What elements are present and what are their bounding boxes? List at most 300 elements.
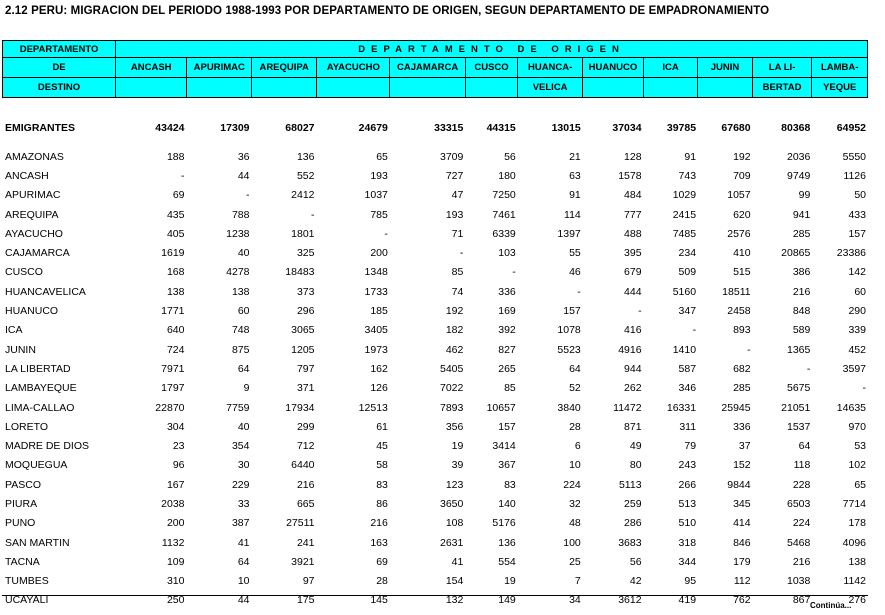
table-cell: 193 — [370, 169, 388, 182]
table-cell: 69 — [172, 189, 185, 202]
table-cell: 356 — [445, 420, 464, 433]
table-cell: 3921 — [291, 555, 315, 568]
table-cell: 5523 — [557, 343, 581, 356]
table-cell: 3405 — [364, 324, 388, 337]
table-cell: 3650 — [440, 497, 464, 510]
table-cell: 109 — [166, 555, 185, 568]
table-cell: 788 — [231, 208, 250, 221]
table-cell: 64 — [237, 555, 250, 568]
destination-name: HUANCAVELICA — [5, 285, 86, 298]
table-cell: 152 — [733, 459, 751, 472]
table-cell: 1029 — [672, 189, 697, 202]
table-cell: 4278 — [226, 266, 250, 279]
table-cell: 513 — [678, 497, 697, 510]
table-cell: 42 — [629, 575, 642, 588]
table-row — [2, 147, 868, 166]
table-row — [2, 340, 868, 359]
table-cell: 286 — [624, 517, 642, 530]
table-cell: 373 — [296, 285, 315, 298]
emigrantes-value: 33315 — [434, 121, 464, 134]
emigrantes-label: EMIGRANTES — [5, 121, 76, 134]
table-cell: 27511 — [286, 517, 315, 530]
destination-name: ANCASH — [5, 169, 49, 182]
table-cell: 2036 — [786, 150, 811, 163]
origin-col-header: HUANUCO — [583, 58, 644, 78]
table-cell: 50 — [854, 189, 866, 202]
table-cell: 175 — [296, 594, 315, 607]
table-cell: 462 — [445, 343, 464, 356]
table-cell: 61 — [376, 420, 388, 433]
table-cell: 682 — [733, 362, 751, 375]
table-cell: 224 — [563, 478, 581, 491]
table-cell: 970 — [848, 420, 866, 433]
table-cell: 102 — [848, 459, 866, 472]
table-cell: 138 — [231, 285, 250, 298]
destination-name: MOQUEGUA — [5, 459, 68, 472]
table-cell: 589 — [792, 324, 811, 337]
table-cell: 179 — [733, 555, 751, 568]
table-cell: 1973 — [364, 343, 388, 356]
origin-col-header: CUSCO — [465, 58, 517, 78]
table-cell: 1801 — [291, 227, 315, 240]
table-row — [2, 591, 868, 610]
table-cell: 178 — [848, 517, 866, 530]
table-cell: 64 — [237, 362, 250, 375]
table-cell: 65 — [376, 150, 388, 163]
table-cell: 91 — [684, 150, 697, 163]
table-cell: 56 — [504, 150, 516, 163]
table-cell: 39 — [451, 459, 464, 472]
table-cell: 140 — [498, 497, 516, 510]
table-cell: 41 — [237, 536, 250, 549]
table-cell: 452 — [848, 343, 866, 356]
table-cell: 386 — [792, 266, 811, 279]
table-cell: 91 — [569, 189, 581, 202]
table-cell: 848 — [792, 305, 811, 318]
table-cell: 18511 — [722, 285, 751, 298]
table-cell: - — [862, 382, 866, 395]
table-row — [2, 186, 868, 205]
table-cell: 515 — [733, 266, 751, 279]
table-cell: 1142 — [843, 575, 866, 588]
table-cell: 40 — [237, 420, 250, 433]
destination-name: MADRE DE DIOS — [5, 440, 90, 453]
table-cell: 7 — [574, 575, 581, 588]
table-cell: 138 — [848, 555, 866, 568]
destination-name: CUSCO — [5, 266, 43, 279]
destination-name: LA LIBERTAD — [5, 362, 71, 375]
table-cell: 132 — [445, 594, 464, 607]
origin-col-header-line2 — [317, 78, 390, 98]
table-cell: 85 — [451, 266, 464, 279]
table-cell: 16331 — [666, 401, 697, 414]
table-cell: 7485 — [672, 227, 697, 240]
table-row — [2, 243, 868, 262]
table-cell: 112 — [733, 575, 751, 588]
table-cell: - — [806, 362, 811, 375]
table-cell: 32 — [569, 497, 581, 510]
table-row — [2, 514, 868, 533]
table-cell: 354 — [231, 440, 250, 453]
table-row — [2, 282, 868, 301]
table-cell: 2576 — [727, 227, 751, 240]
table-cell: 6339 — [492, 227, 516, 240]
emigrantes-value: 44315 — [486, 121, 516, 134]
table-cell: 1771 — [161, 305, 185, 318]
table-cell: 200 — [370, 247, 388, 260]
emigrantes-value: 13015 — [551, 121, 581, 134]
table-cell: 188 — [166, 150, 185, 163]
table-cell: 414 — [733, 517, 751, 530]
table-cell: 1397 — [557, 227, 581, 240]
table-cell: 1537 — [786, 420, 811, 433]
destination-name: APURIMAC — [5, 189, 61, 202]
table-row — [2, 417, 868, 436]
table-cell: 25 — [569, 555, 581, 568]
table-row — [2, 494, 868, 513]
table-cell: 7250 — [492, 189, 516, 202]
table-cell: 4916 — [618, 343, 642, 356]
table-cell: - — [384, 227, 388, 240]
table-cell: 5176 — [492, 517, 516, 530]
table-cell: 510 — [678, 517, 697, 530]
dest-header-line3: DESTINO — [3, 78, 116, 98]
table-cell: 10657 — [486, 401, 516, 414]
table-cell: 149 — [498, 594, 516, 607]
table-cell: 9749 — [786, 169, 811, 182]
table-row — [2, 533, 868, 552]
table-cell: 2415 — [672, 208, 697, 221]
table-cell: 867 — [792, 594, 811, 607]
table-cell: 265 — [498, 362, 516, 375]
destination-name: TUMBES — [5, 575, 49, 588]
table-cell: 944 — [624, 362, 642, 375]
table-cell: 241 — [296, 536, 315, 549]
destination-name: CAJAMARCA — [5, 247, 70, 260]
emigrantes-value: 64952 — [836, 121, 866, 134]
emigrantes-value: 39785 — [666, 121, 697, 134]
table-cell: 484 — [624, 189, 642, 202]
table-cell: 3612 — [618, 594, 642, 607]
table-cell: 163 — [370, 536, 388, 549]
origin-col-header: AYACUCHO — [317, 58, 390, 78]
table-cell: 182 — [445, 324, 464, 337]
table-cell: 4096 — [842, 536, 866, 549]
table-cell: 724 — [166, 343, 185, 356]
table-cell: 37 — [738, 440, 751, 453]
emigrantes-value: 80368 — [781, 121, 811, 134]
table-cell: 192 — [733, 150, 751, 163]
table-row — [2, 166, 868, 185]
table-cell: 1238 — [226, 227, 250, 240]
table-cell: 640 — [166, 324, 185, 337]
table-cell: 167 — [166, 478, 185, 491]
origin-col-header-line2: BERTAD — [752, 78, 812, 98]
table-cell: 416 — [624, 324, 642, 337]
table-cell: 60 — [854, 285, 866, 298]
table-cell: 7022 — [440, 382, 464, 395]
table-cell: - — [512, 266, 516, 279]
table-cell: 168 — [166, 266, 185, 279]
table-cell: 5675 — [786, 382, 811, 395]
table-cell: 871 — [624, 420, 642, 433]
origin-col-header: AREQUIPA — [252, 58, 317, 78]
table-cell: 1126 — [843, 169, 866, 182]
table-cell: 435 — [166, 208, 185, 221]
origin-col-header-line2 — [252, 78, 317, 98]
table-cell: 9844 — [727, 478, 751, 491]
table-cell: 22870 — [155, 401, 185, 414]
table-cell: 1078 — [557, 324, 581, 337]
table-cell: 157 — [563, 305, 581, 318]
table-cell: 2412 — [291, 189, 315, 202]
table-cell: 23 — [172, 440, 185, 453]
emigrantes-value: 68027 — [285, 121, 315, 134]
destination-name: AREQUIPA — [5, 208, 59, 221]
origin-col-header-line2 — [187, 78, 252, 98]
table-row — [2, 572, 868, 591]
table-cell: 7759 — [226, 401, 250, 414]
table-cell: 200 — [166, 517, 185, 530]
column-header — [2, 40, 868, 98]
origin-col-header-line2: YEQUE — [812, 78, 868, 98]
table-cell: 185 — [370, 305, 388, 318]
table-cell: 6 — [574, 440, 581, 453]
table-cell: 36 — [237, 150, 250, 163]
table-cell: 80 — [629, 459, 642, 472]
origin-group-header: DEPARTAMENTO DE ORIGEN — [116, 41, 868, 58]
emigrantes-value: 67680 — [721, 121, 751, 134]
table-cell: 266 — [678, 478, 697, 491]
emigrantes-value: 37034 — [612, 121, 642, 134]
table-cell: 371 — [296, 382, 315, 395]
table-cell: 18483 — [285, 266, 315, 279]
origin-col-header: LAMBA- — [812, 58, 868, 78]
origin-col-header-line2 — [390, 78, 465, 98]
table-cell: 14635 — [836, 401, 866, 414]
table-cell: 128 — [624, 150, 642, 163]
table-cell: 1038 — [786, 575, 811, 588]
table-cell: - — [747, 343, 751, 356]
table-cell: 21 — [569, 150, 581, 163]
table-cell: - — [459, 247, 464, 260]
table-cell: 250 — [166, 594, 185, 607]
table-cell: 17934 — [285, 401, 315, 414]
table-cell: 192 — [445, 305, 464, 318]
table-cell: 488 — [624, 227, 642, 240]
table-cell: 296 — [296, 305, 315, 318]
table-cell: 3709 — [440, 150, 464, 163]
migration-table — [2, 147, 868, 610]
destination-name: UCAYALI — [5, 594, 49, 607]
bottom-rule — [2, 595, 868, 596]
table-cell: 318 — [678, 536, 697, 549]
table-cell: 5113 — [618, 478, 642, 491]
table-cell: 33 — [237, 497, 250, 510]
destination-name: PUNO — [5, 517, 36, 530]
table-cell: 345 — [733, 497, 751, 510]
table-cell: 180 — [498, 169, 516, 182]
table-cell: 2458 — [727, 305, 751, 318]
table-cell: 509 — [678, 266, 697, 279]
table-cell: 554 — [498, 555, 516, 568]
table-row — [2, 475, 868, 494]
table-cell: 1037 — [364, 189, 388, 202]
table-cell: 1057 — [727, 189, 751, 202]
table-cell: 48 — [569, 517, 581, 530]
destination-name: LORETO — [5, 420, 48, 433]
table-cell: 20865 — [781, 247, 811, 260]
destination-name: LIMA-CALLAO — [5, 401, 75, 414]
table-cell: 228 — [792, 478, 811, 491]
origin-col-header: LA LI- — [752, 58, 812, 78]
table-cell: 311 — [679, 420, 697, 433]
table-cell: 19 — [451, 440, 464, 453]
table-cell: 347 — [678, 305, 697, 318]
table-cell: 1797 — [161, 382, 185, 395]
table-cell: 7971 — [161, 362, 185, 375]
table-cell: 7714 — [842, 497, 866, 510]
table-cell: 28 — [569, 420, 581, 433]
table-cell: 21051 — [781, 401, 811, 414]
emigrantes-value: 24679 — [358, 121, 388, 134]
table-cell: 875 — [231, 343, 250, 356]
table-cell: 49 — [629, 440, 642, 453]
origin-col-header: ICA — [643, 58, 697, 78]
destination-name: JUNIN — [5, 343, 36, 356]
table-cell: 95 — [684, 575, 697, 588]
table-cell: 367 — [498, 459, 516, 472]
table-cell: 216 — [792, 555, 811, 568]
table-cell: 6440 — [291, 459, 315, 472]
table-cell: 5468 — [786, 536, 811, 549]
table-cell: 157 — [498, 420, 516, 433]
table-cell: 136 — [498, 536, 516, 549]
table-cell: 60 — [237, 305, 250, 318]
emigrantes-row — [2, 118, 868, 137]
table-cell: 71 — [451, 227, 464, 240]
table-cell: 83 — [504, 478, 516, 491]
table-cell: 444 — [624, 285, 642, 298]
table-cell: 7461 — [492, 208, 516, 221]
table-row — [2, 379, 868, 398]
table-cell: 1619 — [161, 247, 185, 260]
table-cell: 86 — [376, 497, 388, 510]
table-cell: - — [638, 305, 642, 318]
table-cell: 827 — [498, 343, 516, 356]
table-cell: 34 — [569, 594, 581, 607]
table-cell: 216 — [792, 285, 811, 298]
table-cell: 748 — [231, 324, 250, 337]
table-cell: 5160 — [672, 285, 697, 298]
table-cell: 53 — [854, 440, 866, 453]
table-cell: 44 — [237, 594, 250, 607]
origin-col-header-line2 — [698, 78, 752, 98]
table-cell: 9 — [243, 382, 250, 395]
table-cell: 64 — [569, 362, 581, 375]
table-cell: 299 — [296, 420, 315, 433]
origin-col-header: JUNIN — [698, 58, 752, 78]
table-cell: 58 — [376, 459, 388, 472]
origin-col-header-line2: VELICA — [518, 78, 583, 98]
table-cell: 3414 — [492, 440, 516, 453]
table-cell: 419 — [678, 594, 697, 607]
table-cell: 243 — [678, 459, 697, 472]
table-cell: - — [246, 189, 250, 202]
table-cell: 727 — [445, 169, 464, 182]
table-cell: 3683 — [618, 536, 642, 549]
origin-col-header-line2 — [643, 78, 697, 98]
table-cell: 762 — [733, 594, 751, 607]
table-cell: 7893 — [440, 401, 464, 414]
table-cell: 234 — [678, 247, 697, 260]
table-cell: 79 — [684, 440, 697, 453]
table-cell: 123 — [445, 478, 464, 491]
table-cell: 325 — [296, 247, 315, 260]
table-cell: 216 — [296, 478, 315, 491]
table-cell: 259 — [624, 497, 642, 510]
emigrantes-table — [2, 118, 868, 137]
table-cell: 6503 — [786, 497, 811, 510]
table-cell: 142 — [848, 266, 866, 279]
table-cell: 30 — [237, 459, 250, 472]
table-cell: 136 — [296, 150, 315, 163]
table-cell: 276 — [848, 594, 866, 607]
table-cell: 145 — [370, 594, 388, 607]
table-cell: 216 — [370, 517, 388, 530]
table-cell: 310 — [166, 575, 185, 588]
destination-name: PIURA — [5, 497, 38, 510]
table-cell: 41 — [451, 555, 464, 568]
table-row — [2, 436, 868, 455]
table-cell: 620 — [733, 208, 751, 221]
table-cell: 665 — [296, 497, 315, 510]
table-cell: 587 — [678, 362, 697, 375]
table-row — [2, 205, 868, 224]
table-cell: 69 — [376, 555, 388, 568]
table-cell: 552 — [296, 169, 315, 182]
table-cell: 193 — [445, 208, 464, 221]
table-cell: 154 — [445, 575, 464, 588]
table-cell: 3065 — [291, 324, 315, 337]
table-row — [2, 263, 868, 282]
destination-name: TACNA — [5, 555, 40, 568]
table-cell: 395 — [624, 247, 642, 260]
table-cell: 387 — [231, 517, 250, 530]
table-cell: - — [181, 169, 185, 182]
continua-note: Continúa... — [810, 601, 852, 610]
table-row — [2, 224, 868, 243]
table-cell: 63 — [569, 169, 581, 182]
destination-name: AYACUCHO — [5, 227, 63, 240]
table-cell: 1348 — [364, 266, 388, 279]
table-cell: 336 — [498, 285, 516, 298]
table-cell: 785 — [370, 208, 388, 221]
table-cell: 10 — [237, 575, 250, 588]
table-cell: 97 — [302, 575, 315, 588]
table-cell: 74 — [451, 285, 464, 298]
table-cell: 1365 — [786, 343, 811, 356]
table-cell: 712 — [296, 440, 315, 453]
table-cell: 797 — [296, 362, 315, 375]
table-cell: 85 — [504, 382, 516, 395]
table-cell: 5550 — [842, 150, 866, 163]
table-cell: 19 — [504, 575, 516, 588]
origin-col-header: ANCASH — [116, 58, 187, 78]
table-cell: - — [692, 324, 697, 337]
table-cell: - — [311, 208, 315, 221]
table-cell: 100 — [563, 536, 581, 549]
